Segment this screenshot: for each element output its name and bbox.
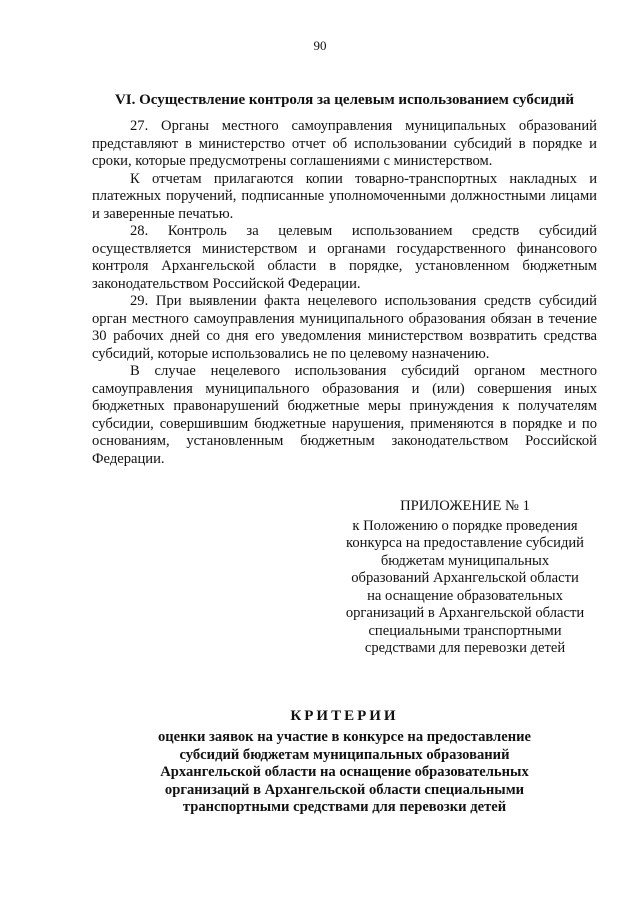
page-number: 90: [313, 38, 327, 53]
appendix-line: конкурса на предоставление субсидий: [346, 535, 584, 551]
paragraph-27-attachments: К отчетам прилагаются копии товарно-транспортных накладных и платежных поручений, подписанные уполномоченными должностными лицами и заверенные печатью.: [92, 170, 597, 222]
appendix-line: средствами для перевозки детей: [364, 640, 566, 656]
paragraph-28: 28. Контроль за целевым использованием средств субсидий осуществляется министерством и органами государственного финансового контроля Архангельской области в порядке, установленном бюджетным законодательством Российской Федерации.: [92, 223, 597, 292]
paragraph-29-misuse: В случае нецелевого использования субсидий органом местного самоуправления муниципального образования и (или) совершения иных бюджетных правонарушений бюджетные меры принуждения к получателям субсидии, совершившим бюджетные нарушения, применяются в порядке и по основаниям, установленным бюджетным законодательством Российской Федерации.: [92, 363, 597, 467]
appendix-block: [330, 498, 600, 658]
criteria-subtitle: оценки заявок на участие в конкурсе на предоставление субсидий бюджетам муниципальных образований Архангельской области на оснащение образовательных организаций в Архангельской области специальными транспортными средствами для перевозки детей: [157, 729, 532, 815]
appendix-line: на оснащение образовательных: [367, 587, 563, 604]
criteria-block: [92, 708, 597, 817]
paragraph-27: 27. Органы местного самоуправления муниципальных образований представляют в министерство отчет об использовании субсидий в порядке и сроки, которые предусмотрены соглашениями с министерством.: [92, 118, 597, 169]
section-body: [92, 118, 597, 468]
appendix-line: бюджетам муниципальных: [380, 552, 550, 569]
appendix-line: к Положению о порядке проведения: [352, 517, 578, 534]
appendix-title: ПРИЛОЖЕНИЕ № 1: [400, 498, 530, 514]
appendix-line: специальными транспортными: [368, 622, 562, 639]
paragraph-29: 29. При выявлении факта нецелевого использования средств субсидий орган местного самоуправления муниципального образования обязан в течение 30 рабочих дней со дня его уведомления министерством возвратить средства субсидий, которые использовались не по целевому назначению.: [92, 293, 597, 362]
criteria-title: КРИТЕРИИ: [290, 708, 399, 724]
appendix-line: организаций в Архангельской области: [345, 605, 585, 621]
appendix-line: образований Архангельской области: [351, 570, 579, 586]
section-title: VI. Осуществление контроля за целевым использованием субсидий: [114, 92, 575, 108]
